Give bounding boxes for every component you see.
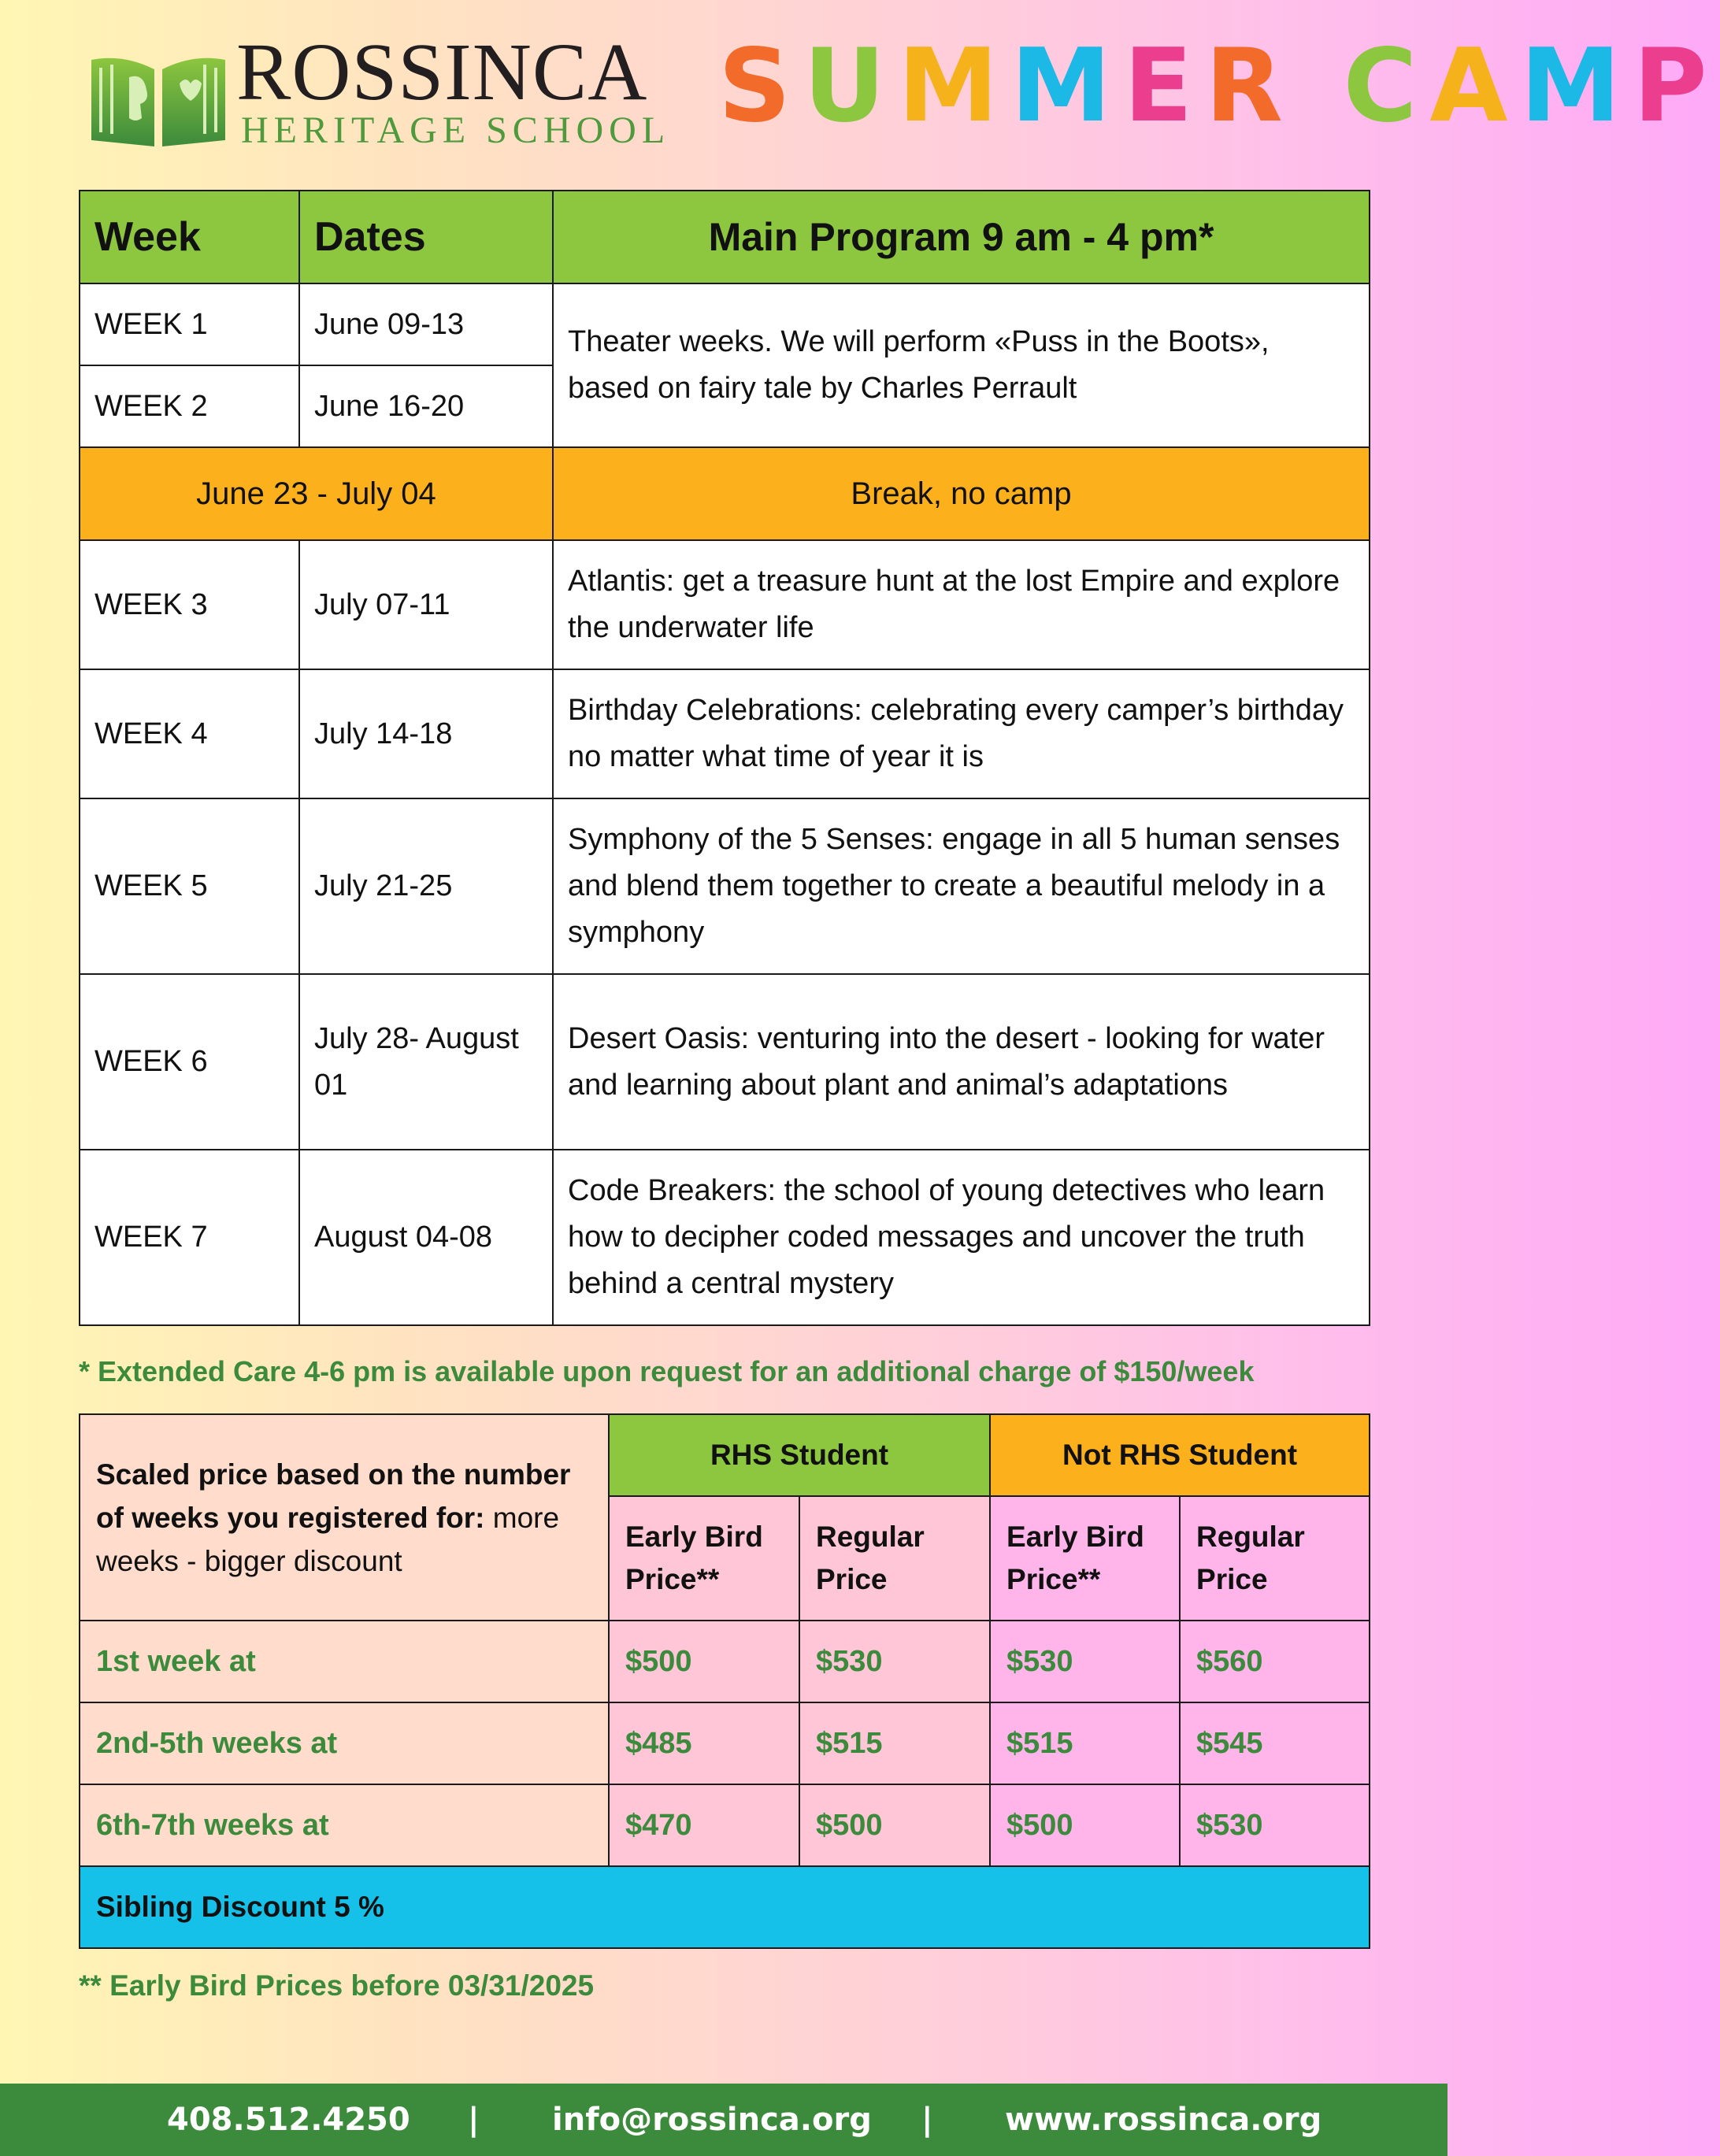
week-cell: WEEK 4 [80, 669, 299, 798]
school-name: ROSSINCA [236, 27, 648, 117]
week-cell: WEEK 6 [80, 974, 299, 1150]
dates-cell: July 28- August 01 [299, 974, 553, 1150]
dates-cell: August 04-08 [299, 1150, 553, 1325]
program-cell: Theater weeks. We will perform «Puss in the Boots», based on fairy tale by Charles Perrault [553, 283, 1370, 447]
title-letter: M [898, 28, 1011, 145]
table-row [80, 974, 1370, 1150]
price-cell: $500 [609, 1621, 799, 1702]
week-cell: WEEK 5 [80, 798, 299, 974]
dates-cell: July 07-11 [299, 540, 553, 669]
footer [0, 2084, 1448, 2156]
week-cell: WEEK 1 [80, 283, 299, 365]
regular-header: Regular Price [1180, 1496, 1370, 1621]
price-row [80, 1621, 1370, 1702]
early-bird-header: Early Bird Price** [990, 1496, 1180, 1621]
price-cell: $485 [609, 1702, 799, 1784]
program-header: Main Program 9 am - 4 pm* [553, 191, 1370, 283]
title-letter: S [718, 28, 804, 145]
price-row [80, 1702, 1370, 1784]
sibling-discount: Sibling Discount 5 % [80, 1866, 1370, 1948]
open-book-logo-icon [88, 46, 228, 146]
summer-camp-title [718, 28, 1720, 145]
price-cell: $560 [1180, 1621, 1370, 1702]
title-letter: C [1343, 28, 1430, 145]
program-cell: Code Breakers: the school of young detectives who learn how to decipher coded messages and uncover the truth behind a central mystery [553, 1150, 1370, 1325]
price-row-label: 6th-7th weeks at [80, 1784, 609, 1866]
price-cell: $515 [990, 1702, 1180, 1784]
early-bird-header: Early Bird Price** [609, 1496, 799, 1621]
price-cell: $530 [1180, 1784, 1370, 1866]
table-row [80, 283, 1370, 365]
program-cell: Desert Oasis: venturing into the desert - looking for water and learning about plant and animal’s adaptations [553, 974, 1370, 1150]
week-cell: WEEK 7 [80, 1150, 299, 1325]
price-row-label: 2nd-5th weeks at [80, 1702, 609, 1784]
price-table [79, 1413, 1370, 1949]
title-letter [1296, 31, 1344, 142]
title-letter: A [1429, 28, 1521, 145]
price-cell: $470 [609, 1784, 799, 1866]
price-cell: $500 [990, 1784, 1180, 1866]
title-letter: U [803, 28, 899, 145]
price-cell: $530 [990, 1621, 1180, 1702]
footer-website[interactable]: www.rossinca.org [1005, 2102, 1322, 2138]
table-row [80, 1150, 1370, 1325]
scaled-price-bold: Scaled price based on the number of weeks you registered for: [96, 1458, 571, 1534]
schedule-table [79, 190, 1370, 1326]
title-letter: R [1205, 28, 1296, 145]
price-cell: $500 [799, 1784, 990, 1866]
school-subtitle: HERITAGE SCHOOL [241, 109, 671, 151]
table-row [80, 798, 1370, 974]
week-header: Week [80, 191, 299, 283]
scaled-price-rest: more weeks - bigger discount [96, 1501, 560, 1577]
price-row-label: 1st week at [80, 1621, 609, 1702]
title-letter: E [1123, 28, 1206, 145]
program-cell: Birthday Celebrations: celebrating every camper’s birthday no matter what time of year it is [553, 669, 1370, 798]
footer-phone[interactable]: 408.512.4250 [167, 2102, 410, 2138]
break-text: Break, no camp [553, 447, 1370, 540]
title-letter: M [1010, 28, 1124, 145]
rhs-student-header: RHS Student [609, 1414, 990, 1496]
scaled-price-description [80, 1414, 609, 1621]
price-cell: $530 [799, 1621, 990, 1702]
week-cell: WEEK 2 [80, 365, 299, 447]
header [0, 0, 1720, 157]
break-dates: June 23 - July 04 [80, 447, 553, 540]
dates-cell: June 09-13 [299, 283, 553, 365]
dates-cell: July 14-18 [299, 669, 553, 798]
regular-header: Regular Price [799, 1496, 990, 1621]
week-cell: WEEK 3 [80, 540, 299, 669]
extended-care-note: * Extended Care 4-6 pm is available upon request for an additional charge of $150/week [79, 1355, 1255, 1387]
early-bird-note: ** Early Bird Prices before 03/31/2025 [79, 1969, 595, 2002]
program-cell: Symphony of the 5 Senses: engage in all 5 human senses and blend them together to create a beautiful melody in a symphony [553, 798, 1370, 974]
dates-cell: July 21-25 [299, 798, 553, 974]
not-rhs-student-header: Not RHS Student [990, 1414, 1370, 1496]
footer-separator: | [468, 2102, 480, 2138]
dates-header: Dates [299, 191, 553, 283]
table-row [80, 540, 1370, 669]
title-letter: P [1633, 28, 1720, 145]
price-cell: $515 [799, 1702, 990, 1784]
footer-separator: | [921, 2102, 933, 2138]
table-row [80, 669, 1370, 798]
title-letter: M [1520, 28, 1633, 145]
program-cell: Atlantis: get a treasure hunt at the lost Empire and explore the underwater life [553, 540, 1370, 669]
dates-cell: June 16-20 [299, 365, 553, 447]
price-row [80, 1784, 1370, 1866]
break-row [80, 447, 1370, 540]
footer-email[interactable]: info@rossinca.org [552, 2102, 872, 2138]
price-cell: $545 [1180, 1702, 1370, 1784]
